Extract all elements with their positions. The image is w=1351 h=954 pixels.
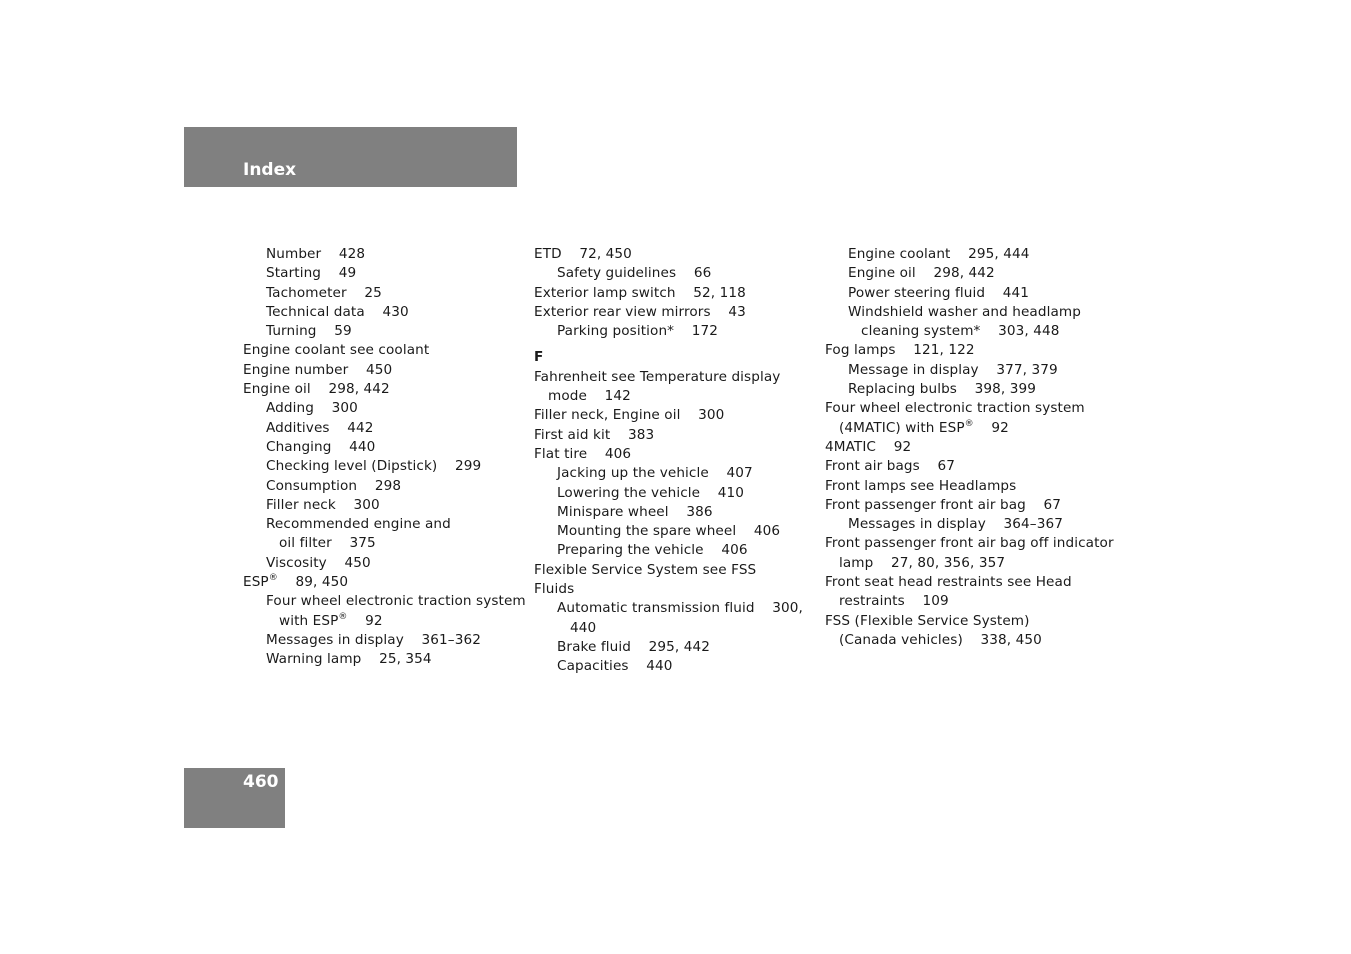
- index-entry-text: ESP: [243, 574, 269, 591]
- index-entry: [243, 592, 526, 611]
- index-entry-text: ETD 72, 450: [534, 246, 632, 262]
- index-entry: [825, 457, 1115, 476]
- index-entry: [243, 245, 523, 264]
- index-entry-text: Tachometer 25: [266, 284, 382, 301]
- index-entry-text: (Canada vehicles) 338, 450: [839, 631, 1042, 648]
- index-entry: [825, 245, 1115, 264]
- index-entry: [825, 361, 1115, 380]
- index-entry: [534, 387, 814, 406]
- index-entry-text: Power steering fluid 441: [848, 284, 1030, 301]
- index-entry: [534, 368, 814, 387]
- index-entry-text: Recommended engine and: [266, 516, 451, 533]
- registered-mark: ®: [964, 418, 974, 429]
- index-entry: [825, 322, 1115, 341]
- index-entry-text: Turning 59: [266, 323, 352, 340]
- index-entry: [825, 341, 1115, 360]
- index-entry-text: with ESP: [279, 612, 339, 629]
- page-title: Index: [243, 160, 297, 180]
- index-entry-text: Front air bags 67: [825, 458, 955, 475]
- index-entry-text: oil filter 375: [279, 535, 376, 552]
- index-column-2: [534, 245, 814, 677]
- index-entry: [243, 341, 523, 360]
- index-entry: [534, 284, 814, 303]
- index-entry-text: Flexible Service System see FSS: [534, 561, 757, 578]
- index-entry: [534, 657, 814, 676]
- index-letter-heading: [534, 341, 814, 367]
- index-entry-text: Front seat head restraints see Head: [825, 574, 1072, 591]
- index-entry-text: Exterior rear view mirrors 43: [534, 303, 746, 320]
- header-bar: [184, 127, 517, 187]
- index-entry: [534, 426, 814, 445]
- index-entry: [243, 419, 523, 438]
- index-entry: [534, 638, 814, 657]
- index-entry: [534, 522, 814, 541]
- index-entry: [243, 380, 523, 399]
- index-entry-text: Engine number 450: [243, 361, 393, 378]
- index-entry: [534, 503, 814, 522]
- index-entry: [825, 631, 1115, 650]
- index-entry-text: Safety guidelines 66: [557, 265, 712, 282]
- index-entry-text: First aid kit 383: [534, 426, 655, 443]
- index-entry: [243, 631, 523, 650]
- index-entry-text: Checking level (Dipstick) 299: [266, 458, 482, 475]
- index-entry: [534, 322, 814, 341]
- index-entry-text: 4MATIC 92: [825, 438, 912, 455]
- index-entry: [825, 380, 1115, 399]
- index-entry-text: Four wheel electronic traction system: [825, 400, 1085, 417]
- index-entry-text: Front passenger front air bag 67: [825, 496, 1062, 513]
- index-entry: [825, 399, 1115, 418]
- index-entry-text: Additives 442: [266, 419, 374, 436]
- index-entry-text: Minispare wheel 386: [557, 503, 713, 520]
- index-entry-text: Engine oil 298, 442: [243, 381, 390, 398]
- index-entry: [825, 496, 1115, 515]
- index-entry-text: Brake fluid 295, 442: [557, 638, 711, 655]
- index-entry-text: Filler neck, Engine oil 300: [534, 407, 725, 424]
- index-entry: [534, 484, 814, 503]
- index-entry-text: Engine oil 298, 442: [848, 265, 995, 282]
- index-entry-pages: 92: [973, 419, 1009, 436]
- index-entry-text: Viscosity 450: [266, 554, 371, 571]
- index-entry: [534, 264, 814, 283]
- index-entry: [825, 534, 1115, 553]
- index-entry: [243, 612, 523, 631]
- index-entry: [534, 406, 814, 425]
- index-entry-text: Messages in display 364–367: [848, 516, 1063, 533]
- index-entry-text: Automatic transmission fluid 300,: [557, 600, 803, 617]
- index-entry-text: lamp 27, 80, 356, 357: [839, 554, 1006, 571]
- index-entry-text: cleaning system* 303, 448: [861, 323, 1060, 340]
- index-entry-text: Filler neck 300: [266, 496, 380, 513]
- index-entry: [534, 561, 814, 580]
- registered-mark: ®: [338, 611, 348, 622]
- index-entry: [534, 445, 814, 464]
- index-entry-text: 440: [570, 619, 597, 636]
- index-entry-text: Front passenger front air bag off indicator: [825, 535, 1114, 552]
- index-entry: [243, 284, 523, 303]
- index-entry-text: Fluids: [534, 581, 575, 598]
- index-entry: [243, 554, 523, 573]
- index-entry-text: Mounting the spare wheel 406: [557, 523, 781, 540]
- registered-mark: ®: [268, 573, 278, 584]
- index-entry: [534, 580, 814, 599]
- index-entry-text: Fahrenheit see Temperature display: [534, 368, 781, 385]
- index-entry: [243, 438, 523, 457]
- index-entry-pages: 92: [347, 612, 383, 629]
- page-number: 460: [243, 772, 279, 792]
- index-entry-text: Replacing bulbs 398, 399: [848, 381, 1037, 398]
- index-entry: [243, 573, 523, 592]
- index-entry: [825, 477, 1115, 496]
- index-entry-text: Technical data 430: [266, 303, 409, 320]
- index-entry-pages: 89, 450: [277, 574, 349, 591]
- index-entry-text: Capacities 440: [557, 658, 673, 675]
- index-entry-text: Warning lamp 25, 354: [266, 651, 432, 668]
- index-entry-text: Parking position* 172: [557, 323, 718, 340]
- index-entry-text: (4MATIC) with ESP: [839, 419, 965, 436]
- index-entry-text: Changing 440: [266, 438, 376, 455]
- index-entry: [825, 515, 1115, 534]
- index-entry: [243, 457, 523, 476]
- index-entry: [243, 322, 523, 341]
- index-entry: [825, 284, 1115, 303]
- index-entry-text: Preparing the vehicle 406: [557, 542, 748, 559]
- index-entry: [243, 534, 523, 553]
- index-entry-text: mode 142: [548, 388, 631, 405]
- index-entry-text: Adding 300: [266, 400, 358, 417]
- index-entry-text: Fog lamps 121, 122: [825, 342, 975, 359]
- index-entry-text: Windshield washer and headlamp: [848, 303, 1081, 320]
- index-entry-text: Engine coolant 295, 444: [848, 246, 1030, 262]
- index-entry-text: Four wheel electronic traction system: [266, 593, 526, 610]
- index-entry-text: Jacking up the vehicle 407: [557, 465, 753, 482]
- index-entry: [825, 438, 1115, 457]
- index-entry: [534, 464, 814, 483]
- index-entry: [825, 592, 1115, 611]
- index-entry-text: Message in display 377, 379: [848, 361, 1058, 378]
- index-column-1: [243, 245, 526, 670]
- index-entry: [243, 515, 523, 534]
- index-entry-text: Lowering the vehicle 410: [557, 484, 745, 501]
- index-entry: [825, 573, 1115, 592]
- index-entry-text: F: [534, 349, 544, 366]
- index-entry: [534, 245, 814, 264]
- index-entry-text: Consumption 298: [266, 477, 402, 494]
- index-entry: [825, 612, 1115, 631]
- index-entry: [243, 477, 523, 496]
- index-entry: [243, 399, 523, 418]
- index-entry-text: Exterior lamp switch 52, 118: [534, 284, 746, 301]
- index-entry: [534, 541, 814, 560]
- index-entry: [243, 361, 523, 380]
- index-entry: [243, 650, 523, 669]
- page-number-tab: [184, 768, 285, 828]
- index-entry: [534, 599, 814, 618]
- index-entry-text: Starting 49: [266, 265, 357, 282]
- index-entry: [825, 554, 1115, 573]
- index-entry: [825, 264, 1115, 283]
- index-entry-text: restraints 109: [839, 593, 949, 610]
- index-entry: [243, 496, 523, 515]
- index-entry-text: Messages in display 361–362: [266, 631, 481, 648]
- index-column-3: [825, 245, 1115, 650]
- index-entry: [825, 303, 1115, 322]
- index-entry: [534, 619, 814, 638]
- index-entry: [243, 264, 523, 283]
- index-entry-text: Engine coolant see coolant: [243, 342, 430, 359]
- index-entry-text: Flat tire 406: [534, 445, 632, 462]
- index-entry-text: Front lamps see Headlamps: [825, 477, 1017, 494]
- index-entry-text: Number 428: [266, 246, 366, 262]
- index-entry: [243, 303, 523, 322]
- index-entry: [825, 419, 1115, 438]
- index-entry-text: FSS (Flexible Service System): [825, 612, 1030, 629]
- index-entry: [534, 303, 814, 322]
